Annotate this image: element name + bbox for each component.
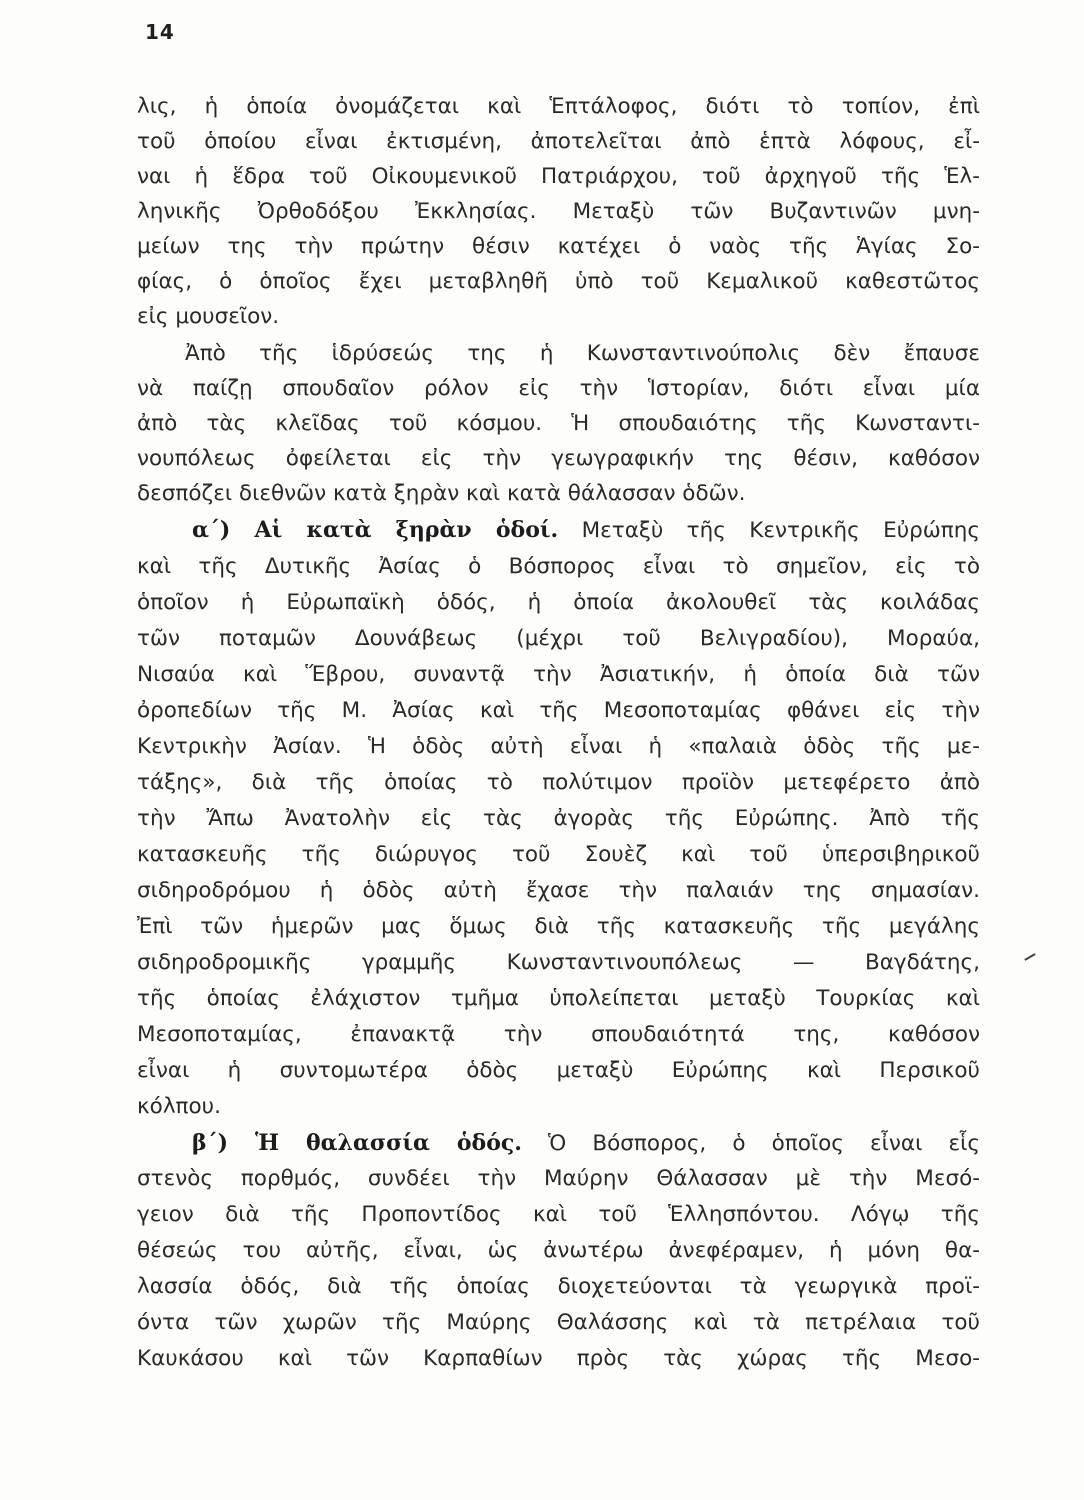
text-line: δεσπόζει διεθνῶν κατὰ ξηρὰν καὶ κατὰ θάλασσαν ὁδῶν.	[137, 481, 746, 506]
section-heading-line	[192, 513, 980, 547]
text-line: εἰς μουσεῖον.	[137, 304, 280, 329]
text-line: κόλπου.	[137, 1094, 221, 1119]
text-line: λασσία ὁδός, διὰ τῆς ὁποίας διοχετεύονται τὰ γεωργικὰ προϊ-	[137, 1274, 980, 1299]
text-line: Ἀπὸ τῆς ἱδρύσεώς της ἡ Κωνσταντινούπολις δὲν ἔπαυσε	[185, 341, 980, 366]
text-line: νὰ παίζῃ σπουδαῖον ρόλον εἰς τὴν Ἱστορίαν, διότι εἶναι μία	[137, 376, 980, 401]
text-line: ὀροπεδίων τῆς Μ. Ἀσίας καὶ τῆς Μεσοποταμίας φθάνει εἰς τὴν	[137, 698, 980, 723]
text-run: Μεταξὺ τῆς Κεντρικῆς Εὐρώπης	[581, 518, 980, 543]
text-line: γειον διὰ τῆς Προποντίδος καὶ τοῦ Ἑλλησπόντου. Λόγῳ τῆς	[137, 1202, 980, 1227]
text-line: τὴν Ἄπω Ἀνατολὴν εἰς τὰς ἀγορὰς τῆς Εὐρώπης. Ἀπὸ τῆς	[137, 806, 980, 831]
text-line: τοῦ ὁποίου εἶναι ἐκτισμένη, ἀποτελεῖται ἀπὸ ἑπτὰ λόφους, εἶ-	[137, 129, 980, 154]
text-line: μείων της τὴν πρώτην θέσιν κατέχει ὁ ναὸς τῆς Ἁγίας Σο-	[137, 234, 980, 259]
text-line: φίας, ὁ ὁποῖος ἔχει μεταβληθῆ ὑπὸ τοῦ Κεμαλικοῦ καθεστῶτος	[137, 269, 980, 294]
text-run: Ὁ Βόσπορος, ὁ ὁποῖος εἶναι εἷς	[548, 1131, 980, 1156]
text-line: ναι ἡ ἕδρα τοῦ Οἰκουμενικοῦ Πατριάρχου, τοῦ ἀρχηγοῦ τῆς Ἑλ-	[137, 164, 980, 189]
margin-pencil-mark	[1024, 953, 1035, 961]
text-line: Καυκάσου καὶ τῶν Καρπαθίων πρὸς τὰς χώρας τῆς Μεσο-	[137, 1346, 980, 1371]
section-heading-sea-route: β΄) Ἡ θαλασσία ὁδός.	[192, 1130, 522, 1156]
text-line: τῆς ὁποίας ἐλάχιστον τμῆμα ὑπολείπεται μεταξὺ Τουρκίας καὶ	[137, 986, 980, 1011]
text-line: εἶναι ἡ συντομωτέρα ὁδὸς μεταξὺ Εὐρώπης καὶ Περσικοῦ	[137, 1058, 980, 1083]
text-line: σιδηροδρόμου ἡ ὁδὸς αὐτὴ ἔχασε τὴν παλαιάν της σημασίαν.	[137, 878, 980, 903]
text-line: τῶν ποταμῶν Δουνάβεως (μέχρι τοῦ Βελιγραδίου), Μοραύα,	[137, 626, 980, 651]
text-line: στενὸς πορθμός, συνδέει τὴν Μαύρην Θάλασσαν μὲ τὴν Μεσό-	[137, 1166, 980, 1191]
text-line: τάξης», διὰ τῆς ὁποίας τὸ πολύτιμον προϊὸν μετεφέρετο ἀπὸ	[137, 770, 980, 795]
text-line: ὁποῖον ἡ Εὐρωπαϊκὴ ὁδός, ἡ ὁποία ἀκολουθεῖ τὰς κοιλάδας	[137, 590, 980, 615]
section-heading-line	[192, 1126, 980, 1160]
text-line: νουπόλεως ὀφείλεται εἰς τὴν γεωγραφικήν της θέσιν, καθόσον	[137, 446, 980, 471]
text-line: σιδηροδρομικῆς γραμμῆς Κωνσταντινουπόλεως — Βαγδάτης,	[137, 950, 980, 975]
text-line: Μεσοποταμίας, ἐπανακτᾷ τὴν σπουδαιότητά της, καθόσον	[137, 1022, 980, 1047]
text-line: θέσεώς του αὐτῆς, εἶναι, ὡς ἀνωτέρω ἀνεφέραμεν, ἡ μόνη θα-	[137, 1238, 980, 1263]
text-line: κατασκευῆς τῆς διώρυγος τοῦ Σουὲζ καὶ τοῦ ὑπερσιβηρικοῦ	[137, 842, 980, 867]
text-line: καὶ τῆς Δυτικῆς Ἀσίας ὁ Βόσπορος εἶναι τὸ σημεῖον, εἰς τὸ	[137, 554, 980, 579]
section-heading-land-routes: α΄) Αἱ κατὰ ξηρὰν ὁδοί.	[192, 517, 559, 543]
text-line: ἀπὸ τὰς κλεῖδας τοῦ κόσμου. Ἡ σπουδαιότης τῆς Κωνσταντι-	[137, 411, 980, 436]
page-number: 14	[145, 20, 175, 44]
text-line: όντα τῶν χωρῶν τῆς Μαύρης Θαλάσσης καὶ τὰ πετρέλαια τοῦ	[137, 1310, 980, 1335]
text-line: Νισαύα καὶ Ἕβρου, συναντᾷ τὴν Ἀσιατικήν, ἡ ὁποία διὰ τῶν	[137, 662, 980, 687]
text-line: λις, ἡ ὁποία ὀνομάζεται καὶ Ἑπτάλοφος, διότι τὸ τοπίον, ἐπὶ	[137, 94, 980, 119]
text-line: Κεντρικὴν Ἀσίαν. Ἡ ὁδὸς αὐτὴ εἶναι ἡ «παλαιὰ ὁδὸς τῆς με-	[137, 734, 980, 759]
text-line: Ἐπὶ τῶν ἡμερῶν μας ὅμως διὰ τῆς κατασκευῆς τῆς μεγάλης	[137, 914, 980, 939]
text-line: ληνικῆς Ὀρθοδόξου Ἐκκλησίας. Μεταξὺ τῶν Βυζαντινῶν μνη-	[137, 199, 980, 224]
